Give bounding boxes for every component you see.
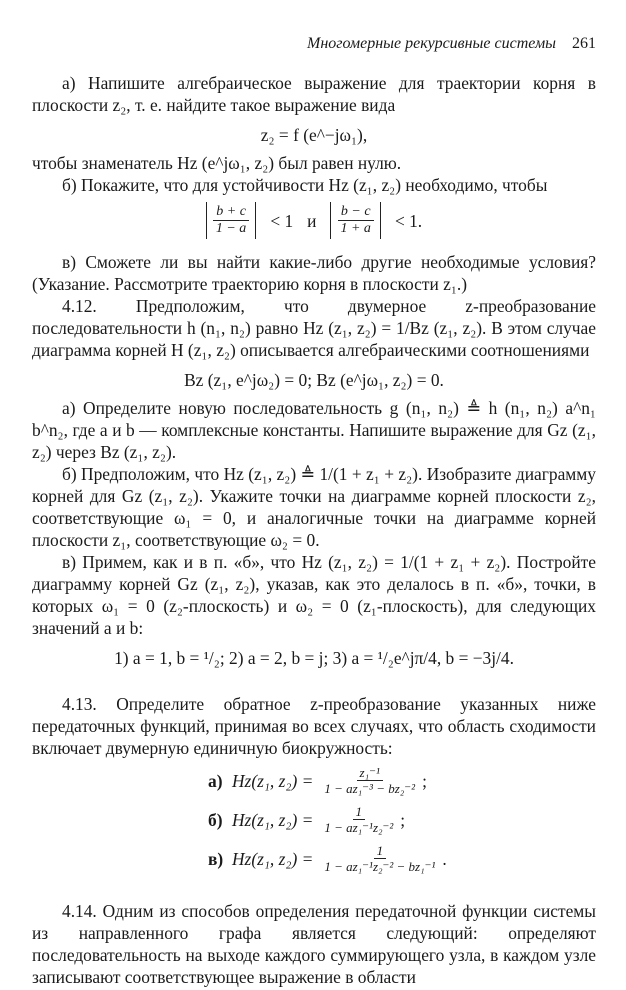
fraction-numerator: b + c	[213, 204, 249, 221]
fraction-denominator: 1 − az₁⁻³ − bz₂⁻²	[324, 781, 416, 796]
formula-z2: z₂ = f (e^−jω₁),	[260, 125, 368, 145]
abs-fraction-2	[330, 202, 380, 239]
equation-label: в)	[208, 848, 224, 869]
paragraph-a-cont: чтобы знаменатель Hz (e^jω₁, z₂) был равен нулю.	[32, 153, 402, 173]
equation-lhs: Hz(z₁, z₂) =	[232, 770, 314, 791]
equation-label: а)	[208, 770, 223, 791]
problem-4-12-v: в) Примем, как и в п. «б», что Hz (z₁, z₂) = 1/(1 + z₁ + z₂). Постройте диаграмму корней Gz (z₁, z₂), указав, как это делалось в п. «б», точки, в которых ω₁ = 0 (z₂-плоскость) и ω₂ = 0 (z₁-плоскость), для следующих значений a и b:	[32, 552, 596, 638]
fraction-denominator: 1 − az₁⁻¹z₂⁻² − bz₁⁻¹	[324, 859, 436, 874]
problem-4-12: 4.12. Предположим, что двумерное z-преобразование последовательности h (n₁, n₂) равно Hz (z₁, z₂) = 1/Bz (z₁, z₂). В этом случае диаграмма корней H (z₁, z₂) описывается алгебраическими соотношениями	[32, 296, 596, 360]
formula-4-12: Bz (z₁, e^jω₂) = 0; Bz (e^jω₁, z₂) = 0.	[184, 370, 444, 390]
conjunction: и	[307, 210, 317, 231]
equation-row	[208, 843, 596, 874]
abs-fraction-1	[206, 202, 256, 239]
equation-row	[208, 804, 596, 835]
fraction-denominator: 1 − a	[215, 221, 247, 236]
paragraph-b: б) Покажите, что для устойчивости Hz (z₁, z₂) необходимо, чтобы	[62, 175, 548, 195]
equation-lhs: Hz(z₁, z₂) =	[232, 809, 314, 830]
equation-label: б)	[208, 809, 223, 830]
less-than-one: < 1.	[394, 210, 423, 231]
problem-4-12-a: а) Определите новую последовательность g (n₁, n₂) ≜ h (n₁, n₂) a^n₁ b^n₂, где a и b — комплексные константы. Напишите выражение для Gz (z₁, z₂) через Bz (z₁, z₂).	[32, 398, 596, 462]
fraction-denominator: 1 + a	[340, 221, 371, 236]
stability-inequalities	[32, 202, 596, 239]
paragraph-a: а) Напишите алгебраическое выражение для траектории корня в плоскости z₂, т. е. найдите такое выражение вида	[32, 73, 596, 115]
equation-punctuation: ;	[400, 809, 406, 830]
equation-lhs: Hz(z₁, z₂) =	[232, 848, 314, 869]
running-header	[32, 34, 596, 54]
problem-4-13: 4.13. Определите обратное z-преобразование указанных ниже передаточных функций, принимая во всех случаях, что область сходимости включает двумерную единичную биокружность:	[32, 694, 596, 758]
equation-punctuation: ;	[422, 770, 427, 791]
header-title: Многомерные рекурсивные системы	[307, 35, 556, 52]
equation-row	[208, 765, 596, 796]
fraction-numerator: 1	[374, 843, 387, 859]
less-than-one: < 1	[270, 210, 294, 231]
fraction-denominator: 1 − az₁⁻¹z₂⁻²	[324, 820, 394, 835]
fraction-numerator: 1	[353, 804, 366, 820]
fraction-numerator: z₁⁻¹	[357, 765, 383, 781]
fraction-numerator: b − c	[338, 204, 374, 221]
equation-punctuation: .	[442, 848, 447, 869]
page-number: 261	[572, 35, 596, 52]
problem-4-12-b: б) Предположим, что Hz (z₁, z₂) ≜ 1/(1 + z₁ + z₂). Изобразите диаграмму корней для Gz (z₁, z₂). Укажите точки на диаграмме корней плоскости z₂, соответствующие ω₁ = 0, и аналогичные точки на диаграмме корней плоскости z₁, соответствующие ω₂ = 0.	[32, 464, 596, 550]
paragraph-v: в) Сможете ли вы найти какие-либо другие необходимые условия? (Указание. Рассмотрите траекторию корня в плоскости z₁.)	[32, 252, 596, 294]
formula-values: 1) a = 1, b = ¹/₂; 2) a = 2, b = j; 3) a = ¹/₂e^jπ/4, b = −3j/4.	[114, 648, 514, 668]
problem-4-14: 4.14. Одним из способов определения передаточной функции системы из направленного графа является следующий: определяют последовательность на выходе каждого суммирующего узла, в каждом узле записывают соответствующее выражение в области	[32, 901, 596, 987]
